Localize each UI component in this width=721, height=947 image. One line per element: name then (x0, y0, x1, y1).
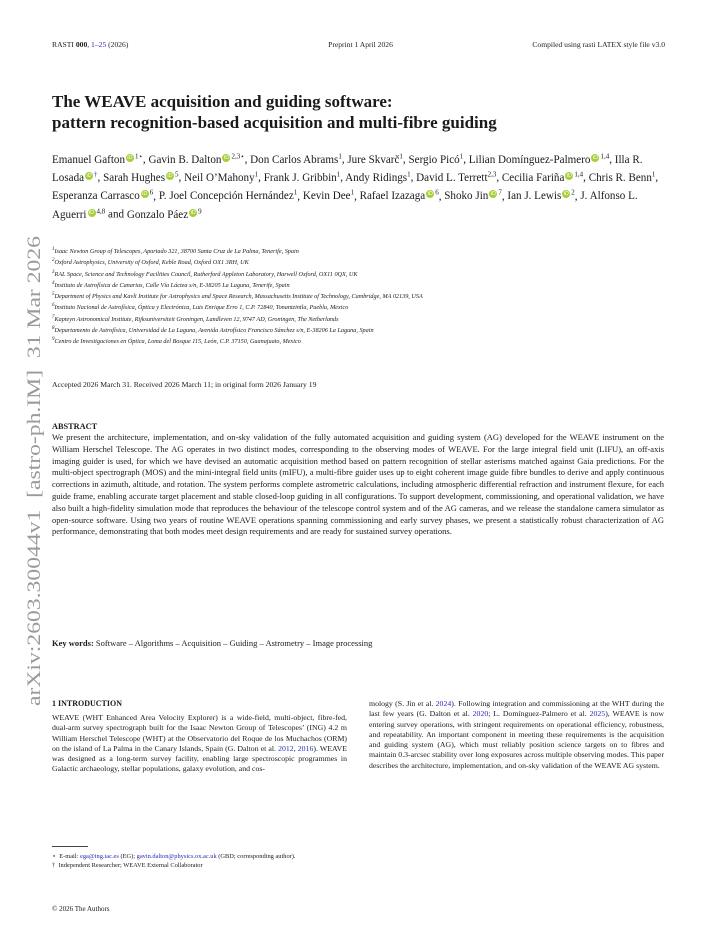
author-footnote-mark[interactable]: † (94, 170, 98, 179)
author-name: Sergio Picó (408, 153, 460, 166)
affiliation-text: Instituto de Astrofísica de Canarias, Calle Vía Láctea s/n, E-38205 La Laguna, Tenerife, Spain (54, 281, 290, 289)
style-file-note: Compiled using rasti LATEX style file v3.0 (532, 40, 665, 49)
author-name: J. Alfonso L. Aguerri (52, 190, 638, 221)
author-affiliation-numbers: 1 (459, 152, 464, 160)
author-affiliation-marks (351, 189, 355, 197)
author-footnote-mark[interactable]: ⋆ (240, 152, 245, 160)
citation-link-dalton-2016[interactable]: 2016 (297, 743, 314, 753)
orcid-icon[interactable]: iD (190, 209, 196, 216)
intro-left-text-3: ). WEAVE was designed as a long-term survey facility, enabling large spectroscopic programmes in Galactic archaeology, stellar populations, galaxy evolution, and cos- (52, 743, 347, 774)
author-affiliation-numbers: 6 (149, 188, 154, 197)
author-affiliation-numbers: 1 (336, 170, 341, 179)
author-affiliation-marks (488, 170, 497, 178)
email-prefix: E-mail: (59, 853, 80, 860)
author-affiliation-numbers: 1 (254, 170, 259, 179)
email-link-gafton[interactable]: ega@ing.iac.es (79, 853, 119, 860)
affiliation-text: Isaac Newton Group of Telescopes, Apartado 321, 38700 Santa Cruz de La Palma, Tenerife, Spain (54, 248, 299, 256)
author-entry (126, 206, 202, 221)
orcid-icon[interactable]: iD (566, 172, 573, 179)
paper-title (52, 91, 662, 133)
author-affiliation-numbers: 2 (571, 188, 575, 197)
author-name: Gavin B. Dalton (148, 153, 222, 166)
affiliation-item (52, 245, 692, 256)
orcid-icon[interactable]: iD (592, 154, 599, 161)
affiliation-item (52, 268, 692, 279)
author-entry (159, 190, 297, 202)
affiliation-item (52, 324, 692, 335)
email-tag-gbd: (GBD; corresponding author). (216, 853, 296, 860)
author-name: David L. Terrett (416, 171, 488, 184)
orcid-icon[interactable]: iD (223, 154, 230, 161)
author-entry (347, 154, 403, 166)
author-affiliation-numbers: 9 (198, 206, 202, 215)
orcid-icon[interactable]: iD (563, 191, 569, 198)
abstract-text: We present the architecture, implementation, and on-sky validation of the fully automated acquisition and guiding system (AG) developed for the WEAVE instrument on the William Herschel Telescope. The AG operates in two distinct modes, corresponding to the observing modes of WEAVE. For the large integral field unit (LIFU), an off-axis imaging guider is used, for which we have devised an automatic acquisition method based on pattern recognition of stellar asterisms matched against Gaia predictions. For the multi-object spectrograph (MOS) and the mini-integral field units (mIFU), a multi-fibre guider uses up to eight coherent image guide fibre bundles to derive and apply continuous corrections in azimuth, altitude, and rotation. The system performs complete astrometric calculations, including atmospheric differential refraction and instrument flexure, for each guide frame, enabling accurate target placement and stable closed-loop guiding in all configurations. To support development, commissioning, and operational validation, we have also built a high-fidelity simulation mode that reproduces the behaviour of the telescope control system and of the AG cameras, and we release the standalone camera simulator as open-source software. Using two years of routine WEAVE operations spanning commissioning and early survey phases, we present a statistically robust characterization of AG performance, demonstrating that both modes meet design requirements and are ready for sustained survey operations. (52, 432, 664, 537)
author-list: Emanuel Gafton iD $^{1⋆}$, Gavin B. Dalton iD $^{2,3⋆}$, Don Carlos Abrams$^1$, Jure Skvarč$^1$, Sergio Picó$^1$, Lilian Domínguez-Palmero iD $^{1,4}$, Illa R. Losada iD †, Sarah Hughes iD $^5$, Neil O’Mahony$^1$, Frank J. Gribbin$^1$, Andy Ridings$^1$, David L. Terrett$^{2,3}$, Cecilia Fariña iD $^{1,4}$, Chris R. Benn$^1$, Esperanza Carrasco iD $^6$, P. Joel Concepción Hernández$^1$, Kevin Dee$^1$, Rafael Izazaga iD $^6$, Shoko Jin iD $^7$, Ian J. Lewis iD $^2$, J. Alfonso L. Aguerri iD $^{4,8}$ and Gonzalo Páez iD $^9$ (52, 152, 659, 221)
footnote-star-mark: ⋆ (52, 853, 57, 860)
author-name: Sarah Hughes (103, 171, 166, 184)
author-name: Illa R. Losada (52, 153, 643, 184)
author-name: Frank J. Gribbin (263, 171, 337, 184)
affiliation-number: 3 (52, 269, 55, 275)
keywords-line (52, 638, 664, 648)
author-name: Rafael Izazaga (359, 190, 426, 203)
author-affiliation-marks (97, 207, 106, 215)
author-affiliation-marks (231, 152, 244, 160)
author-affiliation-marks (135, 152, 143, 160)
orcid-icon[interactable]: iD (127, 154, 133, 161)
author-affiliation-numbers: 1,4 (600, 152, 610, 160)
affiliation-text: Departamento de Astrofísica, Universidad de La Laguna, Avenida Astrofísico Francisco Sánchez s/n, E-38206 La Laguna, Spain (54, 326, 374, 334)
author-name: Don Carlos Abrams (250, 153, 339, 166)
affiliation-number: 9 (52, 337, 55, 343)
copyright-notice: © 2026 The Authors (52, 905, 110, 913)
intro-text-left-column (52, 713, 347, 775)
footnotes (52, 852, 347, 870)
author-affiliation-marks (600, 152, 609, 160)
author-affiliation-marks (571, 189, 575, 197)
affiliation-item (52, 279, 692, 290)
author-affiliation-numbers: 1,4 (574, 170, 584, 179)
author-affiliation-marks (175, 170, 179, 178)
keywords-text: Software – Algorithms – Acquisition – Guiding – Astrometry – Image processing (95, 638, 373, 648)
footnote-dagger (52, 861, 347, 870)
affiliation-number: 8 (52, 325, 55, 331)
affiliation-item (52, 335, 692, 346)
author-affiliation-numbers: 1 (399, 152, 403, 160)
affiliation-item (52, 256, 692, 267)
affiliation-text: Oxford Astrophysics, University of Oxford, Keble Road, Oxford OX1 3RH, UK (54, 259, 249, 267)
affiliation-number: 2 (52, 258, 55, 264)
section-heading-introduction: 1 INTRODUCTION (52, 699, 123, 708)
preprint-date: Preprint 1 April 2026 (328, 40, 393, 49)
author-entry (52, 154, 143, 166)
author-entry (507, 190, 574, 202)
citation-link-dalton-2020[interactable]: 2020 (472, 709, 489, 719)
author-affiliation-numbers: 4,8 (96, 206, 106, 215)
page-range-link[interactable]: 1–25 (91, 40, 107, 49)
intro-right-text-1: mology (S. Jin et al. (369, 699, 436, 708)
author-affiliation-numbers: 2,3 (231, 152, 241, 160)
author-entry (502, 172, 583, 184)
author-affiliation-numbers: 1 (651, 170, 656, 179)
author-entry (250, 154, 342, 166)
paper-title-line-1: The WEAVE acquisition and guiding software: (52, 92, 393, 111)
journal-name: RASTI (52, 40, 74, 49)
author-affiliation-marks (407, 170, 411, 178)
footnote-dagger-mark: † (52, 862, 56, 869)
author-entry (264, 172, 341, 184)
author-entry (52, 190, 153, 202)
author-name: P. Joel Concepción Hernández (158, 190, 294, 203)
author-name: Andy Ridings (345, 171, 408, 184)
author-affiliation-numbers: 2,3 (487, 170, 497, 179)
author-affiliation-marks (574, 170, 583, 178)
orcid-icon[interactable]: iD (490, 191, 496, 198)
affiliation-text: Instituto Nacional de Astrofísica, Óptica y Electrónica, Luis Enrique Erro 1, C.P. 72840, Tonantzintla, Puebla, Mexico (54, 304, 349, 312)
author-name: Chris R. Benn (588, 171, 652, 184)
author-affiliation-marks (198, 207, 202, 215)
abstract-heading: ABSTRACT (52, 422, 98, 431)
intro-right-text-3: ; L. Domínguez-Palmero et al. (488, 709, 590, 719)
author-entry (469, 154, 609, 166)
affiliation-text: RAL Space, Science and Technology Facilities Council, Rutherford Appleton Laboratory, Harwell Oxford, OX11 0QX, UK (54, 270, 358, 278)
affiliation-item (52, 290, 692, 301)
intro-left-text-2: , (293, 743, 298, 753)
affiliation-item (52, 313, 692, 324)
author-footnote-mark[interactable]: ⋆ (138, 152, 143, 160)
email-tag-eg: (EG); (118, 853, 137, 860)
author-affiliation-marks (652, 170, 656, 178)
citation-link-jin-2024[interactable]: 2024 (435, 699, 452, 708)
affiliation-number: 4 (52, 280, 55, 286)
author-affiliation-numbers: 1 (407, 170, 411, 179)
author-entry (184, 172, 258, 184)
author-entry (444, 190, 502, 202)
intro-right-text-4: ), WEAVE is now entering survey operations, with stringent requirements on operational efficiency, robustness, and repeatability. An important component in meeting these requirements is the acquisition and guiding system (AG), which must reliably position science targets on to fibres and maintain 0.3-arcsec stability over long exposures across multiple observing modes. This paper describes the architecture, implementation, and on-sky validation of the WEAVE AG system. (369, 709, 664, 770)
author-affiliation-numbers: 1 (293, 188, 298, 197)
author-affiliation-numbers: 6 (435, 188, 439, 197)
author-affiliation-marks (294, 189, 298, 197)
author-name: Shoko Jin (444, 190, 489, 203)
affiliation-text: Centro de Investigaciones en Óptica, Loma del Bosque 115, León, C.P. 37150, Guanajuato, Mexico (54, 338, 301, 346)
author-entry (303, 190, 354, 202)
author-affiliation-marks (338, 152, 342, 160)
author-affiliation-marks (337, 170, 341, 178)
author-and: and (108, 208, 125, 221)
footnote-rule (52, 846, 88, 847)
author-name: Ian J. Lewis (507, 190, 562, 203)
journal-volume: 000 (75, 40, 88, 49)
affiliation-number: 1 (52, 247, 55, 252)
intro-right-text-2: ). Following integration and commissioning at the WHT during the last few years (G. Dalton et al. (369, 699, 664, 719)
author-entry (416, 172, 496, 184)
orcid-icon[interactable]: iD (88, 209, 95, 216)
affiliation-item (52, 301, 692, 312)
author-entry (360, 190, 439, 202)
keywords-label: Key words: (52, 638, 94, 648)
author-affiliation-marks (399, 152, 403, 160)
intro-text-right-column (369, 699, 664, 771)
author-affiliation-numbers: 1 (135, 152, 139, 160)
citation-link-dominguez-2025[interactable]: 2025 (589, 709, 606, 719)
email-link-dalton[interactable]: gavin.dalton@physics.ox.ac.uk (136, 853, 217, 860)
author-affiliation-numbers: 7 (498, 188, 502, 197)
author-entry (345, 172, 410, 184)
affiliation-text: Kapteyn Astronomical Institute, Rijksuniversiteit Groningen, Landleven 12, 9747 AD, Groningen, The Netherlands (54, 315, 339, 323)
author-name: Kevin Dee (302, 190, 351, 203)
author-entry (589, 172, 656, 184)
author-affiliation-marks (498, 189, 502, 197)
author-affiliation-numbers: 5 (175, 170, 179, 179)
author-name: Cecilia Fariña (501, 171, 565, 184)
orcid-icon[interactable]: iD (142, 191, 148, 198)
author-affiliation-marks (255, 170, 259, 178)
author-affiliation-marks (94, 170, 98, 178)
author-name: Jure Skvarč (347, 153, 400, 166)
arxiv-identifier-text: arXiv:2603.30044v1 [astro-ph.IM] 31 Mar 2026 (24, 328, 45, 706)
affiliation-list (52, 245, 692, 346)
journal-year: (2026) (108, 40, 129, 49)
author-entry (103, 172, 178, 184)
citation-link-dalton-2012[interactable]: 2012 (278, 743, 294, 753)
author-entry (148, 154, 244, 166)
author-name: Gonzalo Páez (126, 208, 189, 221)
author-name: Emanuel Gafton (52, 153, 126, 166)
author-affiliation-marks (435, 189, 439, 197)
orcid-icon[interactable]: iD (167, 172, 173, 179)
arxiv-identifier-sidebar (12, 230, 52, 710)
running-header-citation: RASTI 000, 1–25 (2026) (52, 40, 129, 49)
intro-left-text-1: WEAVE (WHT Enhanced Area Velocity Explorer) is a wide-field, multi-object, fibre-fed, dual-arm survey spectrograph built for the Isaac Newton Group of Telescopes’ (ING) 4.2 m William Herschel Telescope (WHT) at the Observatorio del Roque de los Muchachos (ORM) on the island of La Palma in the Canary Islands, Spain (G. Dalton et al. (52, 713, 347, 753)
orcid-icon[interactable]: iD (427, 191, 433, 198)
affiliation-text: Department of Physics and Kavli Institute for Astrophysics and Space Research, Massachusetts Institute of Technology, Cambridge, MA 02139, USA (54, 293, 423, 301)
orcid-icon[interactable]: iD (86, 172, 92, 179)
author-affiliation-marks (150, 189, 154, 197)
affiliation-number: 5 (52, 292, 55, 298)
acceptance-dates: Accepted 2026 March 31. Received 2026 March 11; in original form 2026 January 19 (52, 380, 317, 389)
footnote-dagger-text: Independent Researcher; WEAVE External Collaborator (58, 862, 203, 869)
arxiv-identifier-svg (12, 230, 52, 710)
author-entry (408, 154, 463, 166)
affiliation-number: 6 (52, 303, 55, 309)
affiliation-number: 7 (52, 314, 55, 320)
author-name: Neil O’Mahony (184, 171, 255, 184)
paper-title-line-2: pattern recognition-based acquisition and multi-fibre guiding (52, 113, 497, 132)
footnote-email (52, 852, 347, 861)
author-affiliation-marks (460, 152, 464, 160)
author-affiliation-numbers: 1 (338, 152, 342, 160)
author-affiliation-numbers: 1 (350, 188, 355, 197)
author-name: Esperanza Carrasco (52, 190, 140, 203)
author-name: Lilian Domínguez-Palmero (468, 153, 591, 166)
